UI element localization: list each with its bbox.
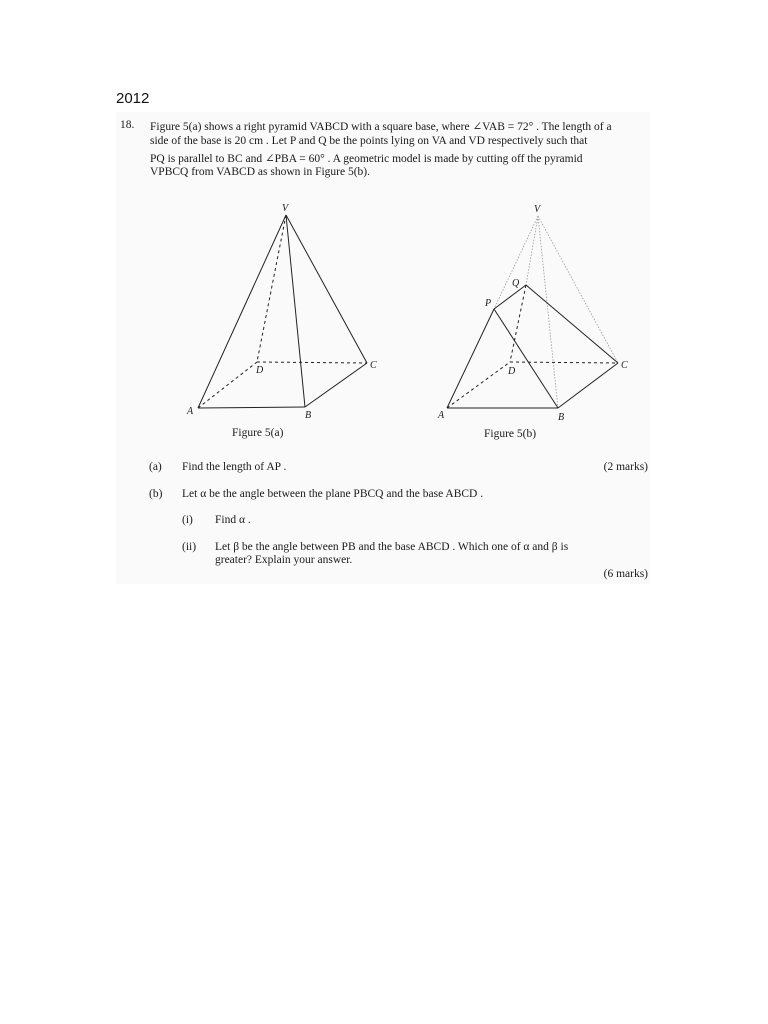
vertex-label-d: D: [256, 365, 264, 376]
part-b-marks: (6 marks): [603, 568, 648, 580]
vertex-label-q: Q: [512, 278, 520, 289]
cut-edge-vp: [494, 216, 538, 309]
question-text-line-2: side of the base is 20 cm . Let P and Q be the points lying on VA and VD respectively such that: [150, 135, 588, 147]
vertex-label-v: V: [282, 203, 289, 214]
edge-ad-hidden: [447, 362, 510, 408]
vertex-label-c: C: [370, 360, 377, 371]
edge-pa: [447, 309, 494, 408]
vertex-label-d: D: [508, 366, 516, 377]
edge-pb: [494, 309, 558, 408]
vertex-label-c: C: [621, 360, 628, 371]
figure-5b-caption: Figure 5(b): [484, 428, 537, 440]
edge-qd-hidden: [510, 285, 526, 362]
figure-5a-caption: Figure 5(a): [232, 427, 284, 439]
vertex-label-v: V: [534, 204, 541, 215]
edge-pq: [494, 285, 526, 309]
vertex-label-a: A: [438, 410, 445, 421]
vertex-label-p: P: [485, 298, 492, 309]
edge-dc-hidden: [510, 362, 618, 363]
cut-edge-vq: [526, 216, 538, 285]
year-heading: 2012: [116, 90, 150, 107]
vertex-label-b: B: [558, 412, 565, 423]
question-number: 18.: [120, 119, 135, 131]
edge-bc: [558, 363, 618, 408]
vertex-label-a: A: [187, 406, 194, 417]
question-text-line-1: Figure 5(a) shows a right pyramid VABCD with a square base, where ∠VAB = 72° . The length of a: [150, 121, 612, 133]
part-b-text: Let α be the angle between the plane PBCQ and the base ABCD .: [182, 488, 484, 500]
cut-edge-vb: [538, 216, 558, 408]
question-text-line-3: PQ is parallel to BC and ∠PBA = 60° . A geometric model is made by cutting off the pyramid: [150, 153, 583, 165]
part-a-text: Find the length of AP .: [182, 461, 287, 473]
part-b-label: (b): [149, 488, 163, 500]
question-text-line-4: VPBCQ from VABCD as shown in Figure 5(b).: [150, 166, 371, 178]
part-bii-text: Let β be the angle between PB and the base ABCD . Which one of α and β is: [215, 541, 569, 553]
part-bii-label: (ii): [182, 541, 197, 553]
part-bi-label: (i): [182, 514, 193, 526]
vertex-label-b: B: [305, 410, 312, 421]
part-bii-text-2: greater? Explain your answer.: [215, 554, 353, 566]
edge-qc: [526, 285, 618, 363]
part-a-marks: (2 marks): [603, 461, 648, 473]
part-a-label: (a): [149, 461, 162, 473]
part-bi-text: Find α .: [215, 514, 251, 526]
cut-edge-vc: [538, 216, 618, 363]
